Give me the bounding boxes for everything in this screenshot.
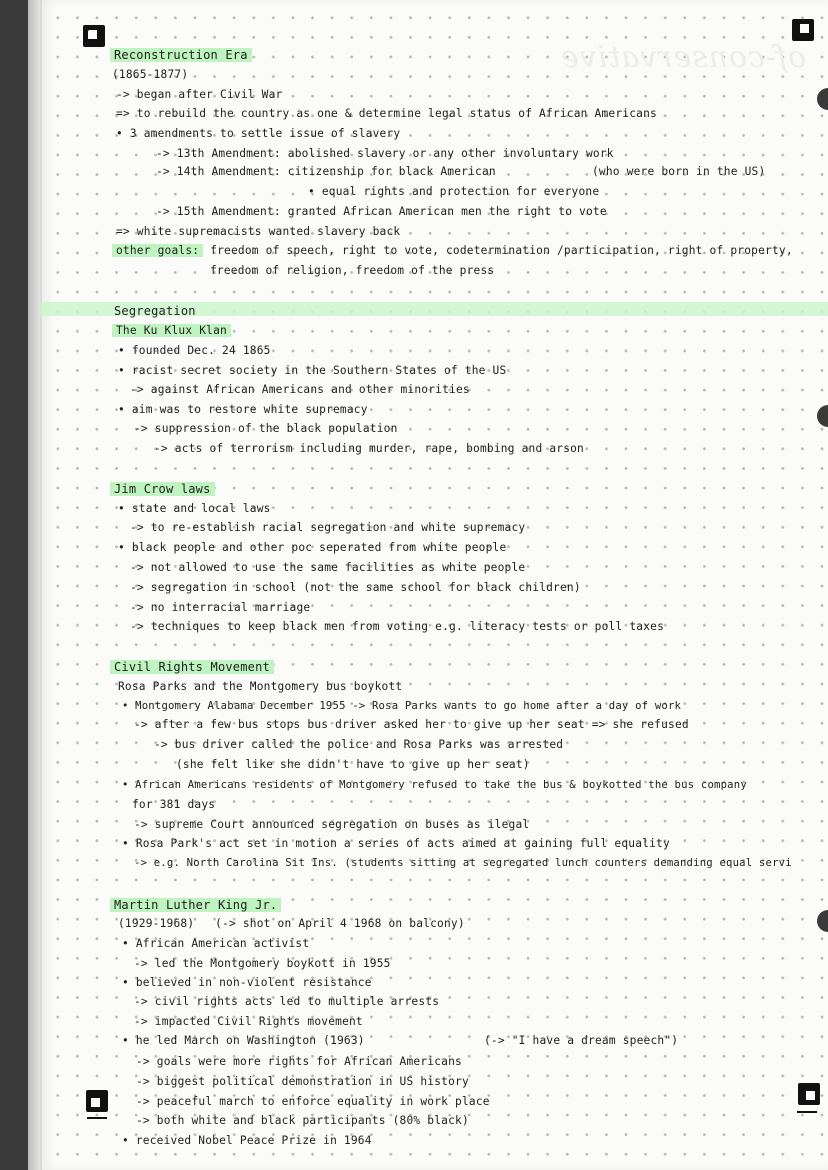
note-line: -> not allowed to use the same facilities as white people	[130, 561, 526, 574]
corner-marker-top-left	[83, 25, 105, 47]
note-line: => to rebuild the country as one & determine legal status of African Americans	[116, 107, 657, 120]
note-line: -> no interracial marriage	[130, 601, 311, 614]
note-line: -> bus driver called the police and Rosa Parks was arrested	[154, 738, 564, 751]
note-line: -> acts of terrorism including murder, rape, bombing and arson	[154, 442, 584, 455]
note-line: -> biggest political demonstration in US history	[136, 1075, 469, 1088]
note-line: • aim was to restore white supremacy	[118, 403, 368, 416]
note-line: • state and local laws	[118, 502, 271, 515]
note-line: -> after a few bus stops bus driver asked her to give up her seat => she refused	[134, 718, 689, 731]
note-line: -> led the Montgomery boykott in 1955	[134, 957, 391, 970]
note-line: • black people and other poc seperated from white people	[118, 541, 507, 554]
note-line: -> e.g. North Carolina Sit Ins. (students sitting at segregated lunch counters demanding equal servi	[134, 857, 792, 869]
note-line: (she felt like she didn't have to give up her seat)	[176, 758, 530, 771]
note-line: for 381 days	[132, 798, 216, 811]
note-line: • he led March on Washington (1963)	[122, 1034, 365, 1047]
reconstruction-dates: (1865-1877)	[112, 68, 189, 81]
note-line: -> impacted Civil Rights movement	[134, 1015, 363, 1028]
section-title-reconstruction: Reconstruction Era	[114, 47, 252, 63]
note-line: => white supremacists wanted slavery back	[116, 225, 401, 238]
note-line: -> peaceful march to enforce equality in work place	[136, 1095, 490, 1108]
note-line: • African American activist	[122, 937, 310, 950]
bleed-through-text: of-conservative	[560, 40, 807, 75]
section-title-civil-rights: Civil Rights Movement	[114, 659, 274, 675]
note-line: -> supreme Court announced segregation on buses as ilegal	[134, 818, 530, 831]
note-line: • racist secret society in the Southern States of the US	[118, 364, 507, 377]
note-line: -> civil rights acts led to multiple arrests	[134, 995, 440, 1008]
section-title-jim-crow: Jim Crow laws	[114, 481, 215, 497]
note-line: • equal rights and protection for everyone	[308, 185, 600, 198]
note-line: • Montgomery Alabama December 1955 -> Rosa Parks wants to go home after a day of work	[122, 700, 682, 712]
subsection-title-rosa-parks: Rosa Parks and the Montgomery bus boykott	[118, 680, 403, 693]
note-line: • believed in non-violent resistance	[122, 976, 372, 989]
note-line: • Rosa Park's act set in motion a series of acts aimed at gaining full equality	[122, 837, 670, 850]
note-line: -> against African Americans and other minorities	[130, 383, 470, 396]
note-line: freedom of religion, freedom of the press	[210, 264, 495, 277]
note-line: -> began after Civil War	[116, 88, 283, 101]
note-line: (who were born in the US)	[592, 165, 766, 178]
note-line: -> to re-establish racial segregation and white supremacy	[130, 521, 526, 534]
subsection-title-kkk: The Ku Klux Klan	[116, 323, 231, 339]
note-line: • 3 amendments to settle issue of slavery	[116, 127, 401, 140]
note-line: -> segregation in school (not the same school for black children)	[130, 581, 581, 594]
note-line: -> 13th Amendment: abolished slavery or any other involuntary work	[156, 147, 614, 160]
handwritten-notes	[108, 0, 828, 1170]
other-goals-line: other goals: freedom of speech, right to vote, codetermination /participation, right of property,	[116, 243, 793, 259]
note-line: • received Nobel Peace Prize in 1964	[122, 1134, 372, 1147]
note-line: -> both white and black participants (80% black)	[136, 1114, 469, 1127]
note-line: -> suppression of the black population	[134, 422, 398, 435]
note-line: (-> "I have a dream speech")	[484, 1034, 679, 1047]
note-line: -> techniques to keep black men from voting e.g. literacy tests or poll taxes	[130, 620, 665, 633]
note-line: • African Americans residents of Montgomery refused to take the bus & boykotted the bus company	[122, 779, 747, 791]
corner-marker-line	[87, 1117, 107, 1119]
note-line: • founded Dec. 24 1865	[118, 344, 271, 357]
mlk-dates-line: (1929-1968) (-> shot on April 4 1968 on balcony)	[118, 917, 465, 930]
note-line: -> goals were more rights for African Americans	[136, 1055, 462, 1068]
section-title-segregation: Segregation	[114, 304, 196, 318]
note-line: -> 15th Amendment: granted African American men the right to vote	[156, 205, 607, 218]
corner-marker-bottom-left	[86, 1090, 108, 1112]
other-goals-label: other goals:	[112, 244, 203, 257]
section-title-mlk: Martin Luther King Jr.	[114, 897, 281, 913]
note-line: -> 14th Amendment: citizenship for black American	[156, 165, 496, 178]
